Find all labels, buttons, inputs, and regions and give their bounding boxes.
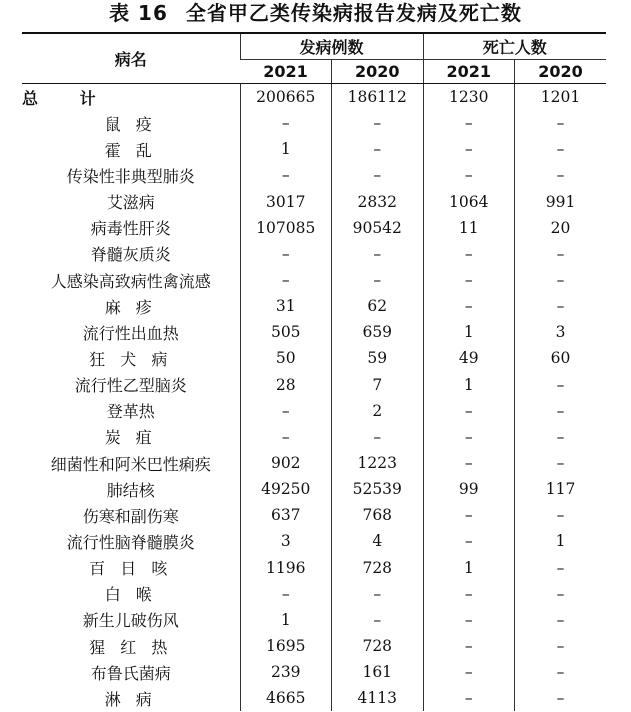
cases-2020-cell: 90542 [332, 215, 424, 241]
table-title [0, 0, 631, 30]
deaths-2020-cell: – [515, 424, 607, 450]
disease-name-cell [22, 685, 240, 711]
cases-2020-cell: 659 [332, 319, 424, 345]
disease-name-cell [22, 189, 240, 215]
deaths-2021-cell: 1 [423, 555, 515, 581]
cases-2021-cell: – [240, 162, 332, 188]
deaths-2021-cell: 1 [423, 319, 515, 345]
table-row [22, 555, 606, 581]
total-row [22, 84, 606, 111]
deaths-2021-cell: 49 [423, 345, 515, 371]
disease-name-header: 病名 [22, 33, 240, 84]
deaths-2020-cell: – [515, 685, 607, 711]
deaths-2020-cell: – [515, 267, 607, 293]
table-row [22, 476, 606, 502]
cases-2021-cell: 1695 [240, 633, 332, 659]
table-row [22, 189, 606, 215]
cases-2020-cell: 7 [332, 372, 424, 398]
disease-name-cell [22, 84, 240, 111]
cases-2021-cell: 1 [240, 136, 332, 162]
cases-2020-cell: – [332, 162, 424, 188]
cases-2020-cell: 52539 [332, 476, 424, 502]
table-row [22, 345, 606, 371]
cases-2020-cell: 4113 [332, 685, 424, 711]
table-row [22, 293, 606, 319]
table-header [22, 33, 606, 84]
disease-statistics-table [22, 32, 606, 711]
table-row [22, 162, 606, 188]
deaths-2021-cell: – [423, 424, 515, 450]
disease-name-cell [22, 215, 240, 241]
disease-name-cell [22, 424, 240, 450]
disease-name: 麻 疹 [104, 297, 157, 317]
cases-2020-cell: 161 [332, 659, 424, 685]
deaths-2021-cell: 1230 [423, 84, 515, 111]
disease-name-cell [22, 241, 240, 267]
cases-2020-cell: – [332, 267, 424, 293]
deaths-2021-cell: – [423, 136, 515, 162]
deaths-2021-cell: – [423, 581, 515, 607]
year-header-cases-2020: 2020 [332, 60, 424, 84]
cases-2021-cell: 50 [240, 345, 332, 371]
disease-name-cell [22, 476, 240, 502]
cases-2020-cell: 2832 [332, 189, 424, 215]
cases-2020-cell: 4 [332, 528, 424, 554]
table-row [22, 633, 606, 659]
cases-2021-cell: 31 [240, 293, 332, 319]
deaths-2021-cell: 1 [423, 372, 515, 398]
disease-name: 白 喉 [104, 585, 157, 605]
cases-2021-cell: 1196 [240, 555, 332, 581]
cases-2021-cell: 49250 [240, 476, 332, 502]
disease-name-cell [22, 450, 240, 476]
disease-name: 病毒性肝炎 [90, 219, 171, 239]
deaths-2020-cell: 60 [515, 345, 607, 371]
table-row [22, 450, 606, 476]
disease-name-cell [22, 502, 240, 528]
cases-2021-cell: – [240, 398, 332, 424]
disease-name: 细菌性和阿米巴性痢疾 [50, 454, 211, 474]
table-row [22, 110, 606, 136]
cases-2021-cell: – [240, 110, 332, 136]
disease-name: 流行性乙型脑炎 [74, 376, 187, 396]
year-header-deaths-2021: 2021 [423, 60, 515, 84]
incidence-group-header: 发病例数 [240, 33, 423, 60]
deaths-2020-cell: 1201 [515, 84, 607, 111]
deaths-2020-cell: – [515, 398, 607, 424]
table-row [22, 528, 606, 554]
table-row [22, 215, 606, 241]
cases-2021-cell: 4665 [240, 685, 332, 711]
table-row [22, 372, 606, 398]
deaths-2021-cell: – [423, 450, 515, 476]
cases-2020-cell: 2 [332, 398, 424, 424]
cases-2021-cell: 107085 [240, 215, 332, 241]
deaths-2021-cell: – [423, 528, 515, 554]
cases-2020-cell: 186112 [332, 84, 424, 111]
deaths-2020-cell: – [515, 110, 607, 136]
cases-2020-cell: 768 [332, 502, 424, 528]
cases-2020-cell: 1223 [332, 450, 424, 476]
disease-name: 人感染高致病性禽流感 [50, 271, 211, 291]
disease-name: 传染性非典型肺炎 [66, 166, 195, 186]
deaths-2020-cell: 117 [515, 476, 607, 502]
year-header-cases-2021: 2021 [240, 60, 332, 84]
disease-name-cell [22, 659, 240, 685]
cases-2020-cell: – [332, 110, 424, 136]
cases-2020-cell: – [332, 607, 424, 633]
deaths-2021-cell: 99 [423, 476, 515, 502]
disease-name: 新生儿破伤风 [82, 611, 179, 631]
disease-name-cell [22, 293, 240, 319]
disease-name: 狂 犬 病 [89, 349, 173, 369]
table-number: 表 16 [109, 1, 168, 25]
cases-2021-cell: – [240, 424, 332, 450]
deaths-2021-cell: – [423, 685, 515, 711]
deaths-2021-cell: – [423, 110, 515, 136]
table-row [22, 607, 606, 633]
deaths-2020-cell: – [515, 241, 607, 267]
deaths-2021-cell: – [423, 659, 515, 685]
deaths-2020-cell: – [515, 659, 607, 685]
cases-2020-cell: 728 [332, 555, 424, 581]
table-row [22, 398, 606, 424]
table-row [22, 502, 606, 528]
deaths-2020-cell: 1 [515, 528, 607, 554]
cases-2020-cell: 59 [332, 345, 424, 371]
deaths-2020-cell: – [515, 607, 607, 633]
disease-name-cell [22, 110, 240, 136]
deaths-2021-cell: – [423, 502, 515, 528]
deaths-2020-cell: – [515, 293, 607, 319]
disease-name-cell [22, 398, 240, 424]
disease-name: 艾滋病 [106, 193, 155, 213]
disease-name-cell [22, 345, 240, 371]
cases-2021-cell: 28 [240, 372, 332, 398]
cases-2021-cell: 902 [240, 450, 332, 476]
cases-2021-cell: – [240, 267, 332, 293]
disease-name: 鼠 疫 [104, 114, 157, 134]
cases-2021-cell: – [240, 241, 332, 267]
disease-name-cell [22, 319, 240, 345]
deaths-2021-cell: – [423, 162, 515, 188]
disease-name: 百 日 咳 [89, 559, 173, 579]
disease-name: 肺结核 [106, 480, 155, 500]
deaths-2020-cell: – [515, 162, 607, 188]
cases-2020-cell: 62 [332, 293, 424, 319]
deaths-2020-cell: 20 [515, 215, 607, 241]
table-row [22, 424, 606, 450]
table-body [22, 84, 606, 712]
deaths-2020-cell: – [515, 555, 607, 581]
disease-name: 炭 疽 [104, 428, 157, 448]
deaths-2020-cell: – [515, 581, 607, 607]
cases-2020-cell: – [332, 424, 424, 450]
deaths-2020-cell: – [515, 502, 607, 528]
cases-2021-cell: 239 [240, 659, 332, 685]
cases-2021-cell: – [240, 581, 332, 607]
cases-2021-cell: 3 [240, 528, 332, 554]
deaths-2021-cell: – [423, 607, 515, 633]
disease-name: 流行性出血热 [82, 323, 179, 343]
table-row [22, 581, 606, 607]
cases-2020-cell: – [332, 581, 424, 607]
disease-name-cell [22, 607, 240, 633]
year-header-deaths-2020: 2020 [515, 60, 607, 84]
deaths-2020-cell: 991 [515, 189, 607, 215]
disease-name-cell [22, 528, 240, 554]
cases-2021-cell: 505 [240, 319, 332, 345]
disease-name-cell [22, 372, 240, 398]
disease-name-cell [22, 633, 240, 659]
deaths-2020-cell: – [515, 633, 607, 659]
deaths-2021-cell: – [423, 398, 515, 424]
cases-2021-cell: 1 [240, 607, 332, 633]
death-group-header: 死亡人数 [423, 33, 606, 60]
disease-name: 淋 病 [104, 689, 157, 709]
table-row [22, 241, 606, 267]
table-row [22, 685, 606, 711]
disease-name: 霍 乱 [104, 140, 157, 160]
disease-name: 伤寒和副伤寒 [82, 506, 179, 526]
disease-name: 猩 红 热 [89, 637, 173, 657]
cases-2020-cell: – [332, 136, 424, 162]
deaths-2021-cell: – [423, 241, 515, 267]
cases-2021-cell: 3017 [240, 189, 332, 215]
disease-name: 总 计 [22, 88, 114, 108]
table-row [22, 659, 606, 685]
disease-name: 流行性脑脊髓膜炎 [66, 532, 195, 552]
disease-name-cell [22, 136, 240, 162]
cases-2020-cell: 728 [332, 633, 424, 659]
cases-2020-cell: – [332, 241, 424, 267]
disease-name: 布鲁氏菌病 [90, 663, 171, 683]
deaths-2020-cell: – [515, 450, 607, 476]
cases-2021-cell: 637 [240, 502, 332, 528]
table-row [22, 136, 606, 162]
deaths-2021-cell: 11 [423, 215, 515, 241]
disease-name: 登革热 [106, 402, 155, 422]
table-caption: 全省甲乙类传染病报告发病及死亡数 [185, 1, 522, 25]
deaths-2021-cell: – [423, 633, 515, 659]
deaths-2021-cell: – [423, 267, 515, 293]
disease-name-cell [22, 581, 240, 607]
table-row [22, 267, 606, 293]
deaths-2020-cell: 3 [515, 319, 607, 345]
disease-name-cell [22, 555, 240, 581]
disease-name: 脊髓灰质炎 [90, 245, 171, 265]
table-row [22, 319, 606, 345]
deaths-2021-cell: 1064 [423, 189, 515, 215]
deaths-2021-cell: – [423, 293, 515, 319]
disease-name-cell [22, 267, 240, 293]
deaths-2020-cell: – [515, 372, 607, 398]
disease-name-cell [22, 162, 240, 188]
deaths-2020-cell: – [515, 136, 607, 162]
cases-2021-cell: 200665 [240, 84, 332, 111]
